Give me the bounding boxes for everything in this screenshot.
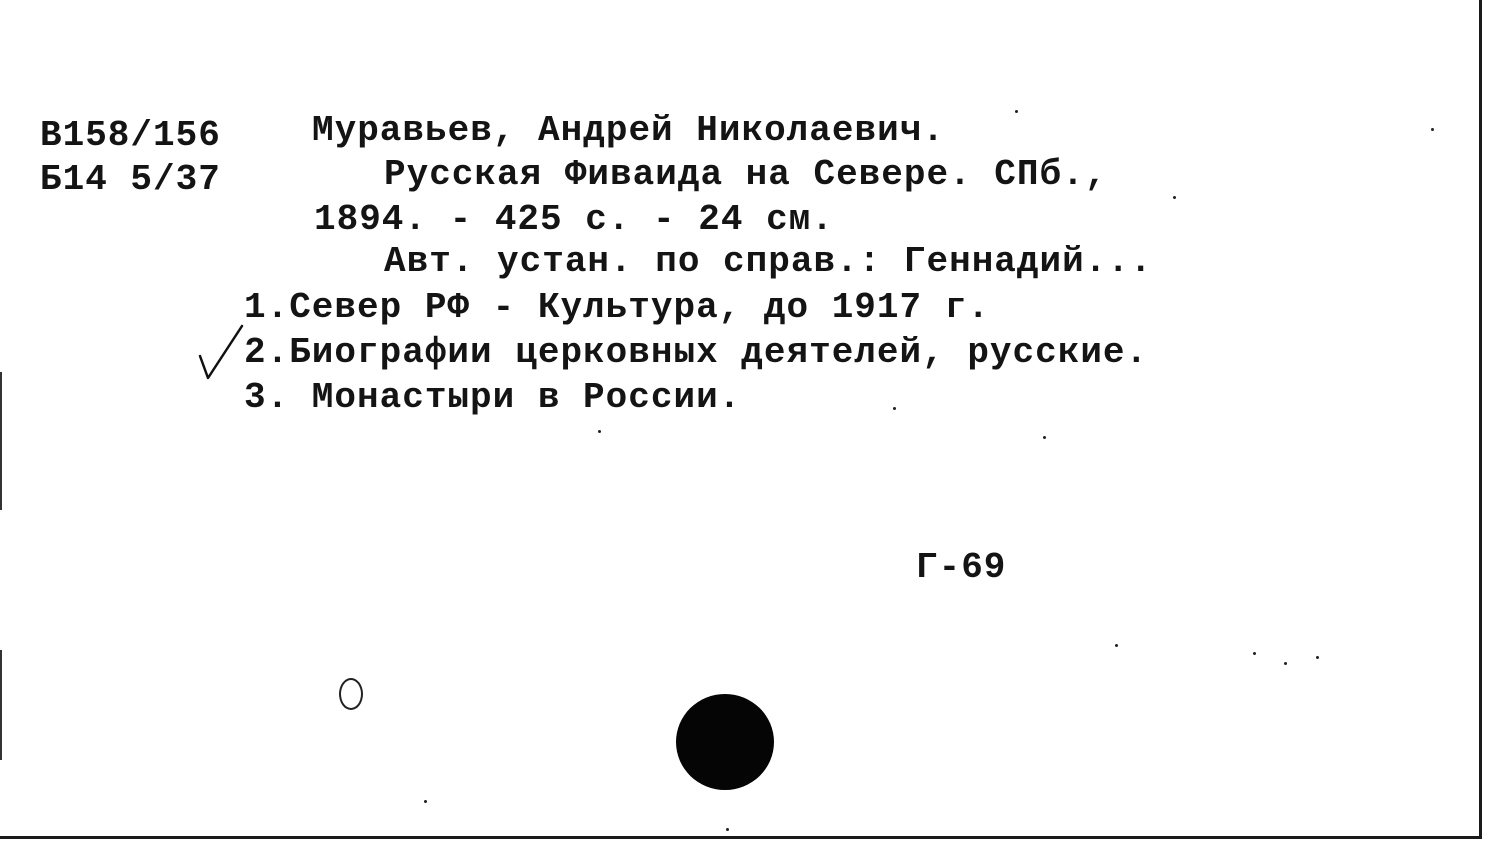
punch-hole: [676, 694, 774, 790]
scan-speck: [1015, 110, 1018, 113]
subject-heading-1: 1.Север РФ - Культура, до 1917 г.: [244, 287, 990, 328]
shelf-code: Г-69: [916, 547, 1007, 588]
scan-speck: [1115, 644, 1118, 647]
card-left-edge-mark: [0, 372, 2, 510]
author-heading: Муравьев, Андрей Николаевич.: [312, 110, 945, 151]
card-right-edge: [1479, 0, 1482, 836]
card-left-edge-mark: [0, 650, 2, 760]
scan-speck: [424, 800, 427, 803]
scan-speck: [598, 430, 601, 433]
subject-heading-2: 2.Биографии церковных деятелей, русские.: [244, 332, 1149, 373]
call-number-1: В158/156: [40, 115, 221, 156]
scan-speck: [1043, 436, 1046, 439]
small-ring-mark: [339, 678, 363, 710]
title-line: Русская Фиваида на Севере. СПб.,: [384, 154, 1108, 195]
author-note-line: Авт. устан. по справ.: Геннадий...: [384, 241, 1153, 282]
call-number-2: Б14 5/37: [40, 159, 221, 200]
scan-speck: [1316, 656, 1319, 659]
subject-heading-3: 3. Монастыри в России.: [244, 377, 742, 418]
imprint-line: 1894. - 425 с. - 24 см.: [314, 199, 834, 240]
scan-speck: [1284, 662, 1287, 665]
card-bottom-edge: [0, 836, 1482, 839]
scan-speck: [893, 407, 896, 410]
scan-speck: [726, 828, 729, 831]
scan-speck: [1173, 196, 1176, 199]
scan-speck: [1431, 128, 1434, 131]
scan-speck: [1253, 652, 1256, 655]
handwritten-checkmark-icon: [196, 322, 246, 382]
